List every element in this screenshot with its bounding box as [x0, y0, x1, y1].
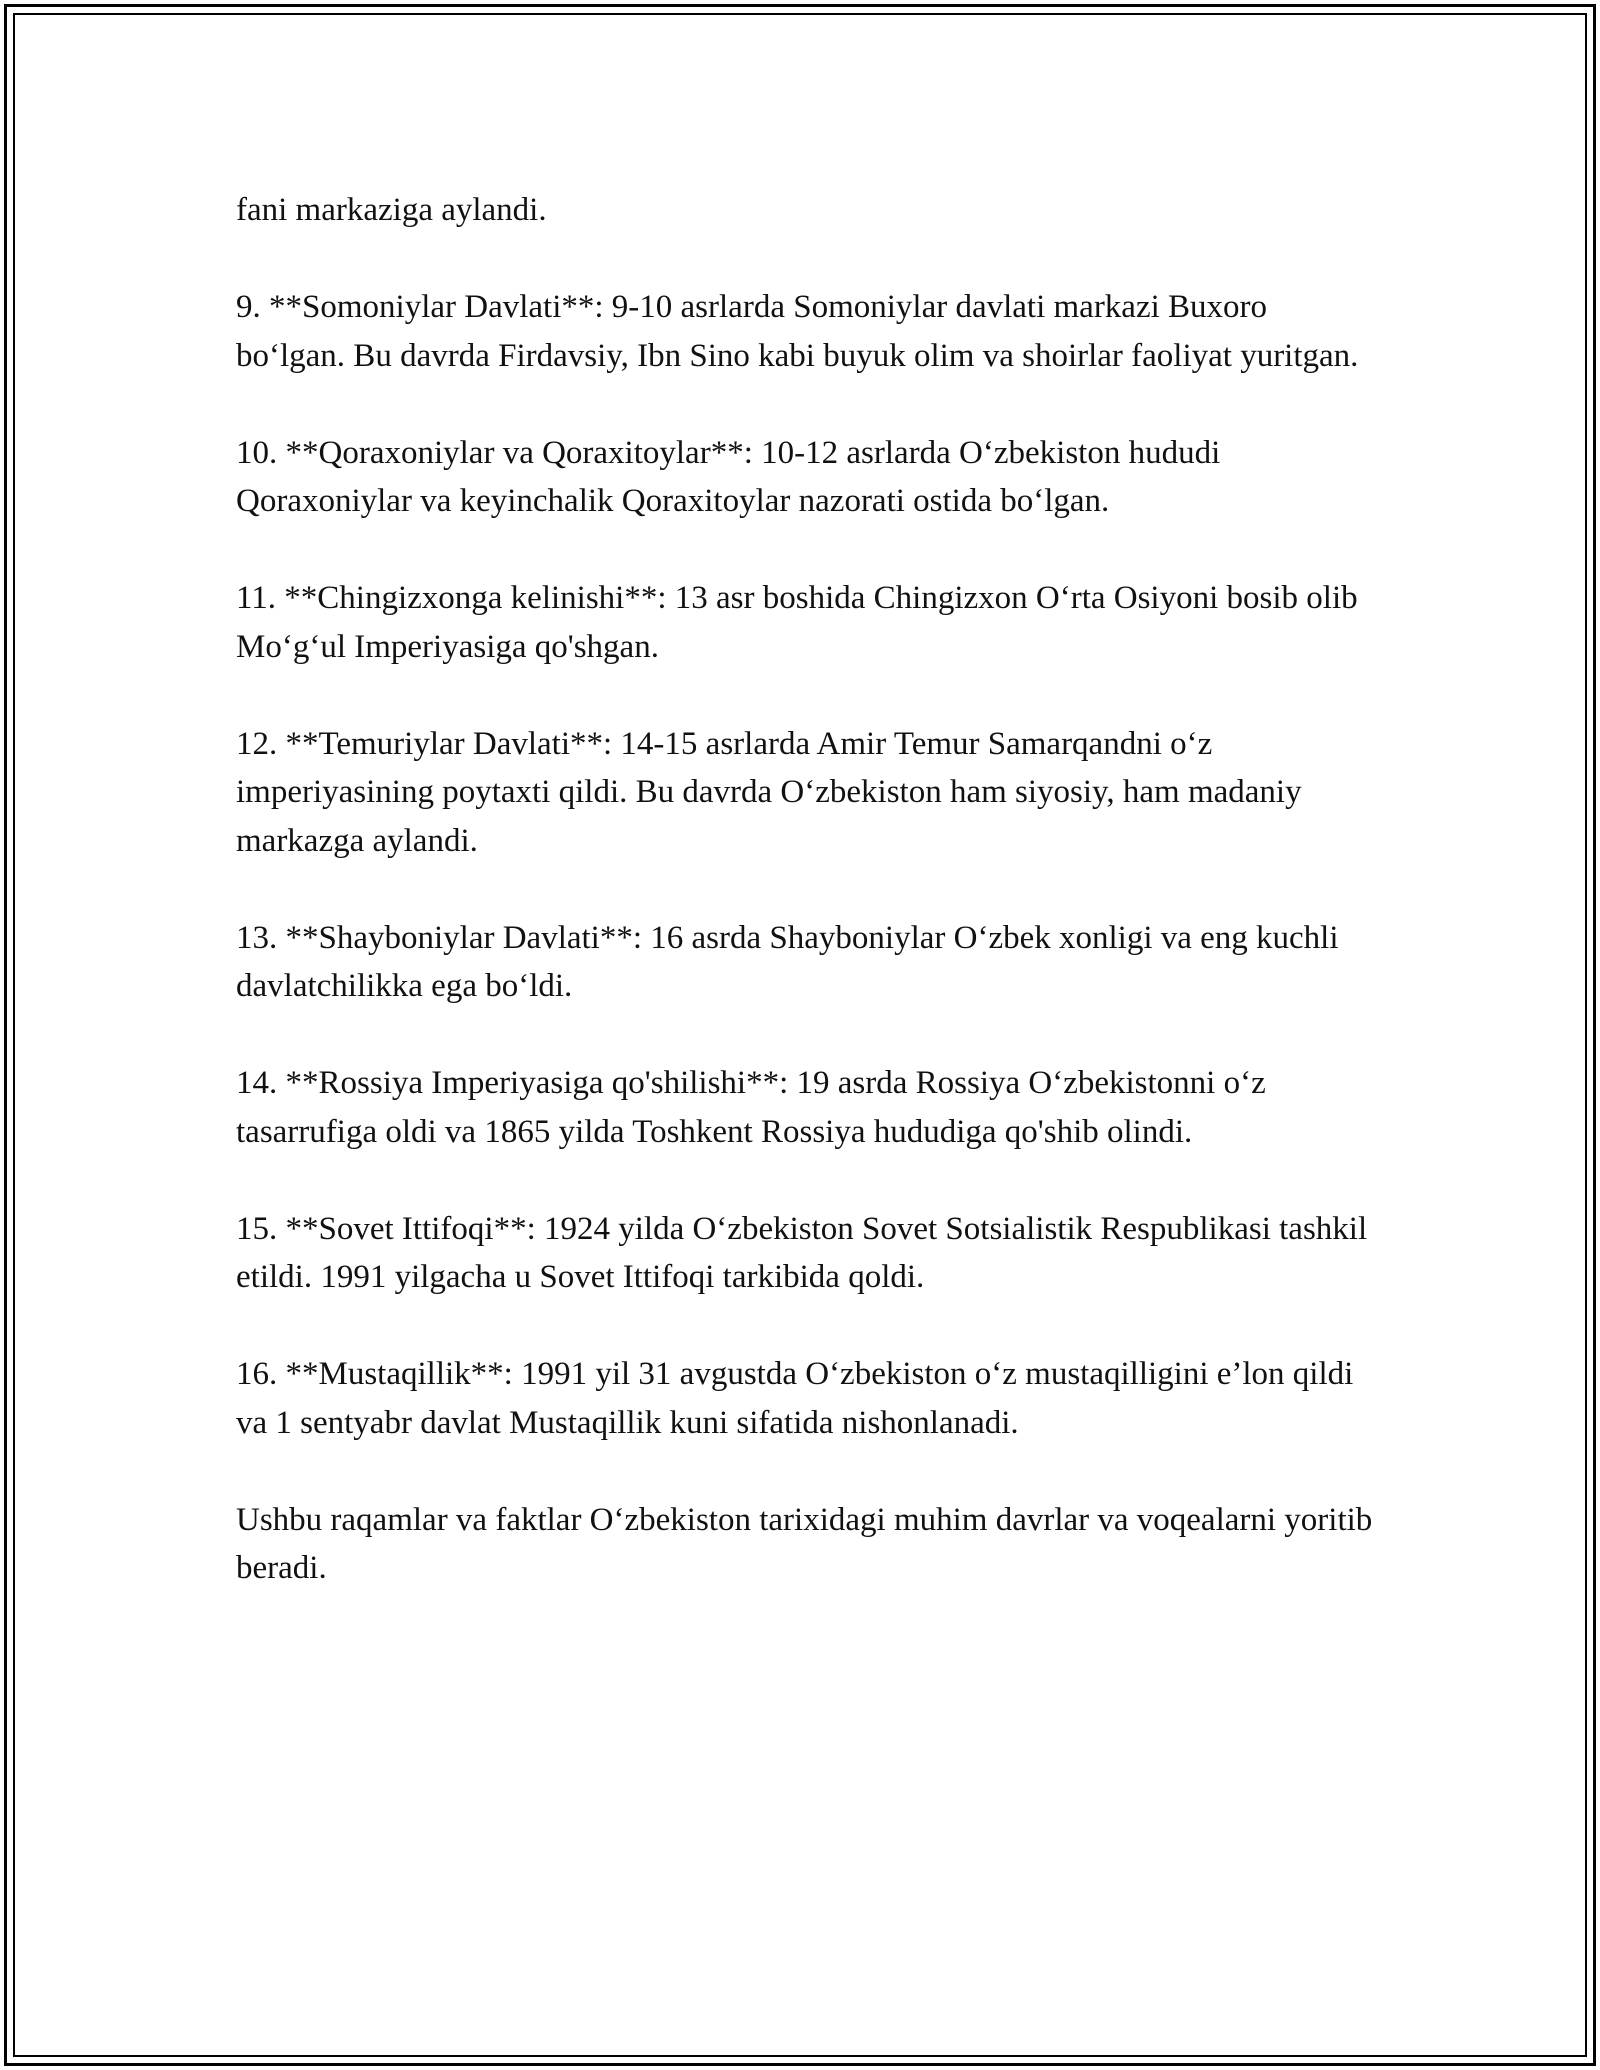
paragraph-item-12: 12. **Temuriylar Davlati**: 14-15 asrlarda Amir Temur Samarqandni o‘z imperiyasining poytaxti qildi. Bu davrda O‘zbekiston ham siyosiy, ham madaniy markazga aylandi. [236, 725, 1302, 859]
paragraph-item-9: 9. **Somoniylar Davlati**: 9-10 asrlarda Somoniylar davlati markazi Buxoro bo‘lgan. Bu davrda Firdavsiy, Ibn Sino kabi buyuk olim va shoirlar faoliyat yuritgan. [236, 289, 1359, 374]
paragraph-item-14: 14. **Rossiya Imperiyasiga qo'shilishi**: 19 asrda Rossiya O‘zbekistonni o‘z tasarrufiga oldi va 1865 yilda Toshkent Rossiya hududiga qo'shib olindi. [236, 1065, 1266, 1150]
paragraph-item-15: 15. **Sovet Ittifoqi**: 1924 yilda O‘zbekiston Sovet Sotsialistik Respublikasi tashkil etildi. 1991 yilgacha u Sovet Ittifoqi tarkibida qoldi. [236, 1210, 1368, 1295]
paragraph-item-16: 16. **Mustaqillik**: 1991 yil 31 avgustda O‘zbekiston o‘z mustaqilligini e’lon qildi va 1 sentyabr davlat Mustaqillik kuni sifatida nishonlanadi. [236, 1356, 1354, 1441]
paragraph-continuation: fani markaziga aylandi. [236, 192, 547, 228]
paragraph-conclusion: Ushbu raqamlar va faktlar O‘zbekiston tarixidagi muhim davrlar va voqealarni yoritib beradi. [236, 1501, 1373, 1586]
paragraph-item-10: 10. **Qoraxoniylar va Qoraxitoylar**: 10-12 asrlarda O‘zbekiston hududi Qoraxoniylar va keyinchalik Qoraxitoylar nazorati ostida bo‘lgan. [236, 434, 1221, 519]
document-body [236, 186, 1376, 1593]
paragraph-item-11: 11. **Chingizxonga kelinishi**: 13 asr boshida Chingizxon O‘rta Osiyoni bosib olib Mo‘g‘ul Imperiyasiga qo'shgan. [236, 580, 1358, 665]
paragraph-item-13: 13. **Shayboniylar Davlati**: 16 asrda Shayboniylar O‘zbek xonligi va eng kuchli davlatchilikka ega bo‘ldi. [236, 919, 1339, 1004]
